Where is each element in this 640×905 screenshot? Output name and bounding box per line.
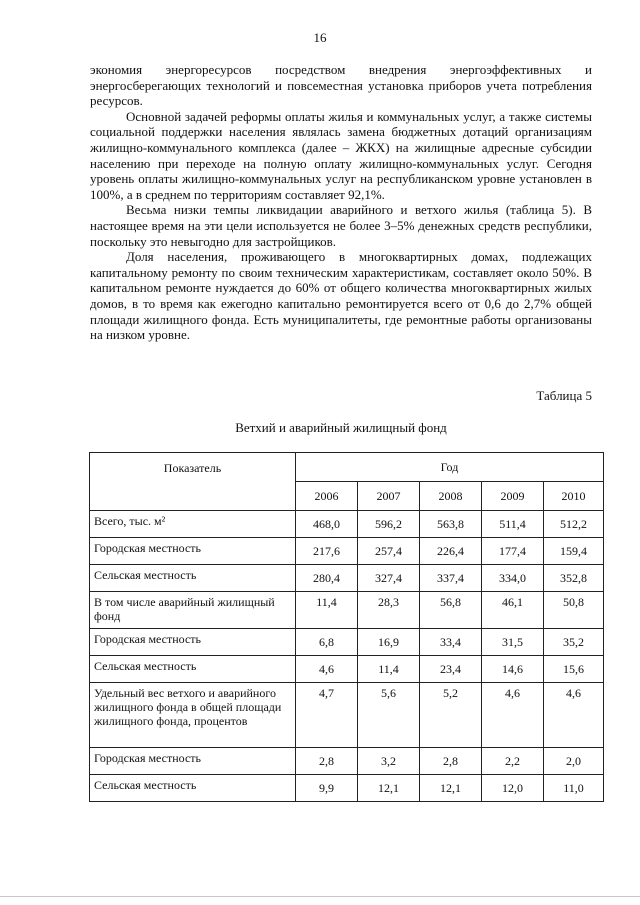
- row-label: Городская местность: [90, 629, 296, 656]
- value-cell: 280,4: [296, 565, 358, 592]
- value-cell: 334,0: [482, 565, 544, 592]
- table-row: [90, 656, 604, 683]
- value-cell: 3,2: [358, 748, 420, 775]
- value-cell: 11,4: [358, 656, 420, 683]
- year-cell: 2007: [358, 482, 420, 511]
- table-row: [90, 592, 604, 629]
- value-cell: 177,4: [482, 538, 544, 565]
- body-text: [90, 62, 592, 343]
- row-label: Городская местность: [90, 538, 296, 565]
- year-cell: 2009: [482, 482, 544, 511]
- value-cell: 563,8: [420, 511, 482, 538]
- value-cell: 2,2: [482, 748, 544, 775]
- value-cell: 28,3: [358, 592, 420, 629]
- housing-fund-table: [89, 452, 604, 802]
- value-cell: 4,6: [296, 656, 358, 683]
- row-label: Сельская местность: [90, 656, 296, 683]
- value-cell: 11,4: [296, 592, 358, 629]
- paragraph: Весьма низки темпы ликвидации аварийного и ветхого жилья (таблица 5). В настоящее время на эти цели используется не более 3–5% денежных средств республики, поскольку это невыгодно для застройщиков.: [90, 202, 592, 249]
- value-cell: 511,4: [482, 511, 544, 538]
- row-label: Сельская местность: [90, 565, 296, 592]
- value-cell: 12,1: [420, 775, 482, 802]
- header-year: Год: [296, 453, 604, 482]
- value-cell: 2,0: [544, 748, 604, 775]
- page-number: 16: [313, 30, 327, 45]
- value-cell: 217,6: [296, 538, 358, 565]
- row-label: Всего, тыс. м²: [90, 511, 296, 538]
- value-cell: 596,2: [358, 511, 420, 538]
- header-indicator: Показатель: [90, 453, 296, 511]
- value-cell: 4,6: [544, 683, 604, 748]
- value-cell: 14,6: [482, 656, 544, 683]
- value-cell: 23,4: [420, 656, 482, 683]
- value-cell: 4,6: [482, 683, 544, 748]
- value-cell: 46,1: [482, 592, 544, 629]
- value-cell: 5,6: [358, 683, 420, 748]
- value-cell: 4,7: [296, 683, 358, 748]
- row-label: Городская местность: [90, 748, 296, 775]
- value-cell: 12,0: [482, 775, 544, 802]
- value-cell: 15,6: [544, 656, 604, 683]
- value-cell: 327,4: [358, 565, 420, 592]
- paragraph: Доля населения, проживающего в многоквартирных домах, подлежащих капитальному ремонту по своим техническим характеристикам, составляет около 50%. В капитальном ремонте нуждается до 60% от общего количества многоквартирных жилых домов, в то время как ежегодно капитально ремонтируется всего от 0,6 до 2,7% общей площади жилищного фонда. Есть муниципалитеты, где ремонтные работы организованы на низком уровне.: [90, 249, 592, 343]
- table-row: [90, 565, 604, 592]
- row-label: Удельный вес ветхого и аварийного жилищного фонда в общей площади жилищного фонда, процентов: [90, 683, 296, 748]
- year-cell: 2006: [296, 482, 358, 511]
- year-cell: 2010: [544, 482, 604, 511]
- row-label: Сельская местность: [90, 775, 296, 802]
- value-cell: 512,2: [544, 511, 604, 538]
- value-cell: 2,8: [296, 748, 358, 775]
- paragraph: экономия энергоресурсов посредством внедрения энергоэффективных и энергосберегающих технологий и повсеместная установка приборов учета потребления ресурсов.: [90, 62, 592, 109]
- value-cell: 16,9: [358, 629, 420, 656]
- value-cell: 31,5: [482, 629, 544, 656]
- page-bottom-rule: [0, 896, 640, 897]
- paragraph: Основной задачей реформы оплаты жилья и коммунальных услуг, а также системы социальной поддержки населения являлась замена бюджетных дотаций организациям жилищно-коммунального комплекса (далее – ЖКХ) на жилищные адресные субсидии населению при переходе на полную оплату жилищно-коммунальных услуг. Сегодня уровень оплаты жилищно-коммунальных услуг на республиканском уровне установлен в 100%, а в среднем по территориям составляет 92,1%.: [90, 108, 592, 202]
- value-cell: 50,8: [544, 592, 604, 629]
- value-cell: 159,4: [544, 538, 604, 565]
- value-cell: 6,8: [296, 629, 358, 656]
- value-cell: 12,1: [358, 775, 420, 802]
- table-row: [90, 538, 604, 565]
- value-cell: 33,4: [420, 629, 482, 656]
- table-row: [90, 511, 604, 538]
- year-cell: 2008: [420, 482, 482, 511]
- value-cell: 2,8: [420, 748, 482, 775]
- value-cell: 9,9: [296, 775, 358, 802]
- value-cell: 468,0: [296, 511, 358, 538]
- table-header-row: [90, 453, 604, 482]
- table-row: [90, 629, 604, 656]
- table-title: Ветхий и аварийный жилищный фонд: [235, 420, 447, 435]
- value-cell: 257,4: [358, 538, 420, 565]
- row-label: В том числе аварийный жилищный фонд: [90, 592, 296, 629]
- table-label: Таблица 5: [536, 388, 592, 403]
- table-row: [90, 748, 604, 775]
- value-cell: 11,0: [544, 775, 604, 802]
- value-cell: 5,2: [420, 683, 482, 748]
- value-cell: 35,2: [544, 629, 604, 656]
- table-row: [90, 775, 604, 802]
- value-cell: 56,8: [420, 592, 482, 629]
- value-cell: 226,4: [420, 538, 482, 565]
- table-row: [90, 683, 604, 748]
- value-cell: 337,4: [420, 565, 482, 592]
- value-cell: 352,8: [544, 565, 604, 592]
